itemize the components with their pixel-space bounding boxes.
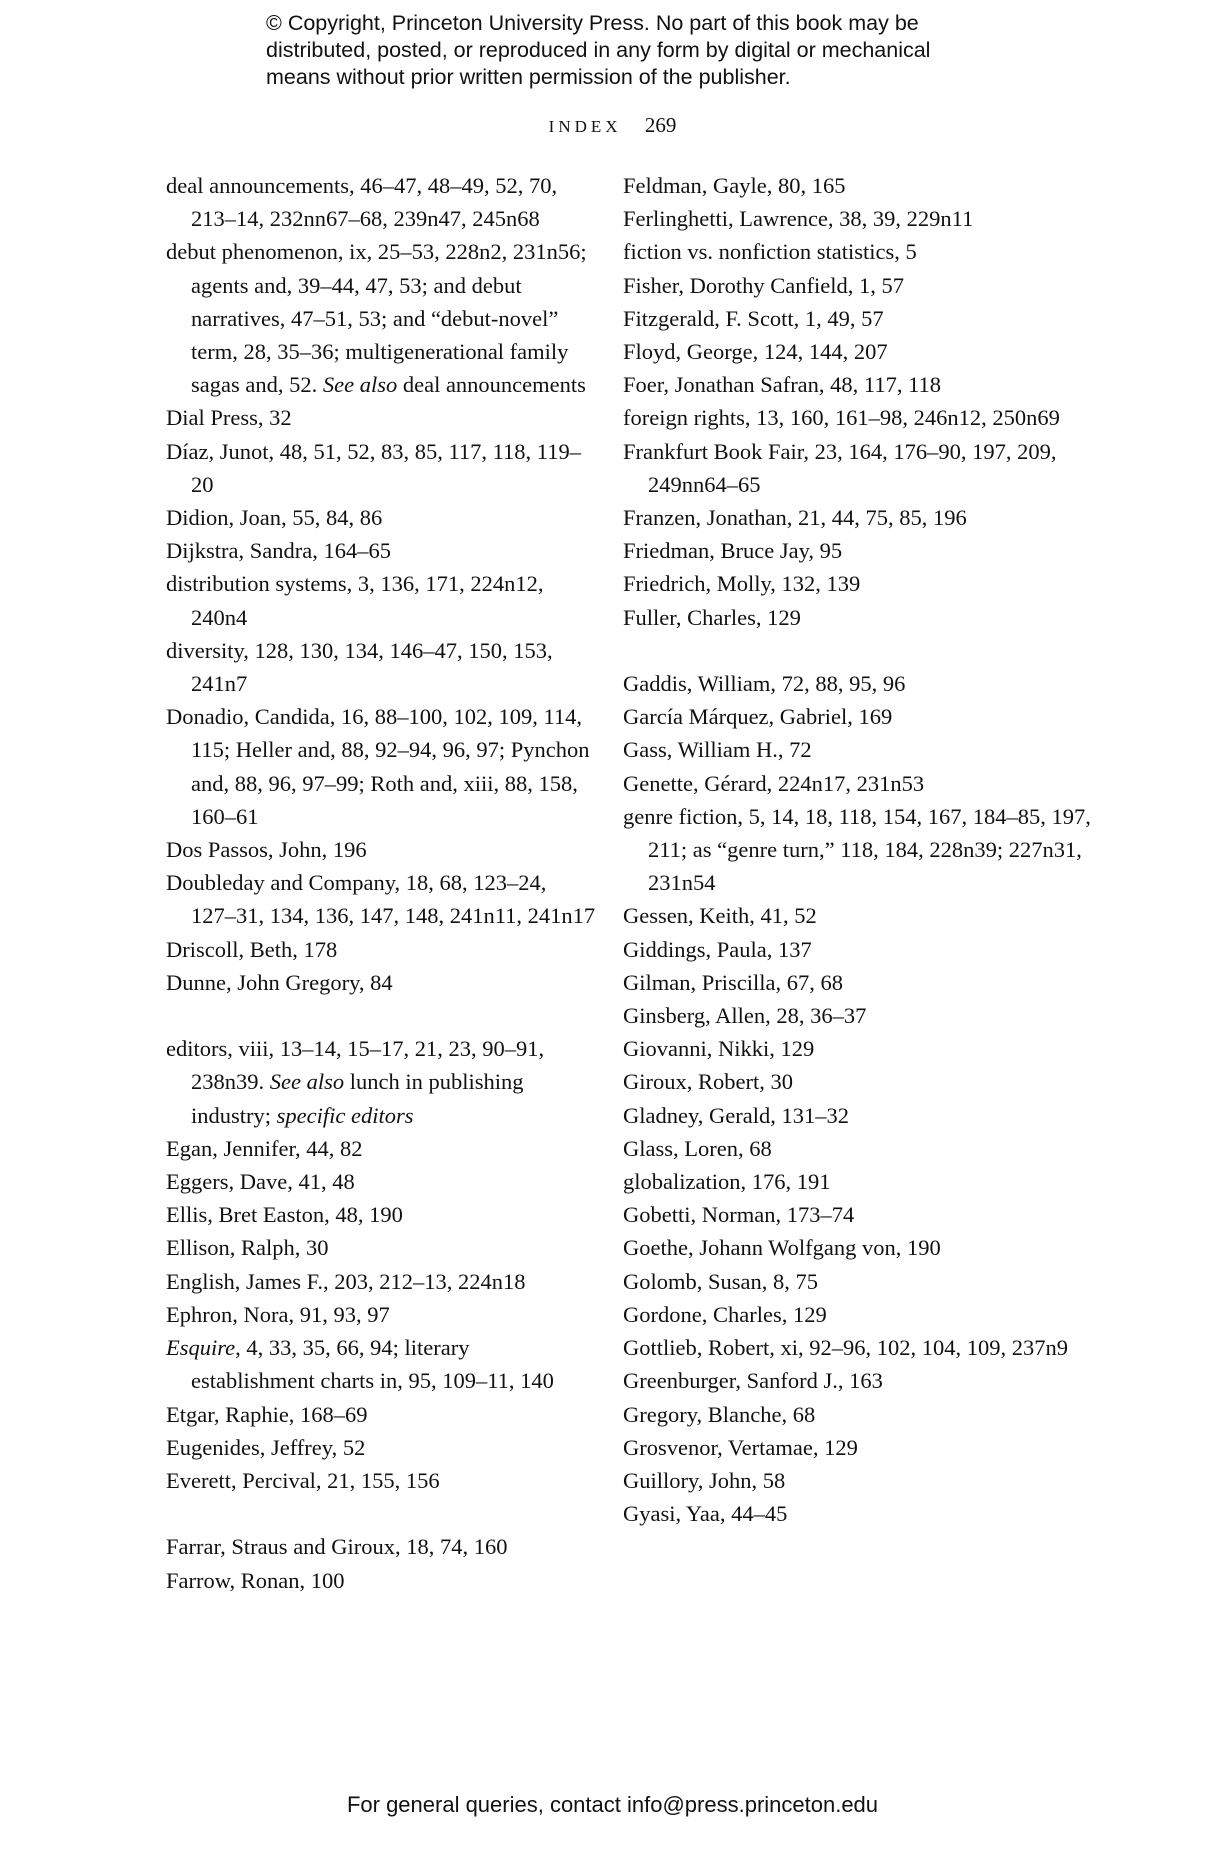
index-entry-text: Gobetti, Norman, 173–74 [623,1202,855,1228]
index-entry [166,1431,596,1464]
index-entry-text: Fuller, Charles, 129 [623,604,801,630]
index-entry-text: Goethe, Johann Wolfgang von, 190 [623,1235,941,1261]
index-entry [166,567,596,633]
index-entry [166,1331,596,1397]
index-entry [166,501,596,534]
index-entry [166,1265,596,1298]
index-entry [166,435,596,501]
index-entry [166,634,596,700]
index-entry-text: Giddings, Paula, 137 [623,936,812,962]
index-entry-text: Fisher, Dorothy Canfield, 1, 57 [623,272,904,298]
footer-contact: For general queries, contact info@press.princeton.edu [346,1792,879,1817]
index-entry [166,866,596,932]
index-entry-text: Dos Passos, John, 196 [166,837,367,863]
index-entry-text: foreign rights, 13, 160, 161–98, 246n12, 250n69 [623,405,1060,431]
index-entry-text: Gilman, Priscilla, 67, 68 [623,969,843,995]
index-entry-text: Greenburger, Sanford J., 163 [623,1368,883,1394]
index-entry [623,1165,1123,1198]
index-entry [166,1530,596,1563]
index-entry-text: Franzen, Jonathan, 21, 44, 75, 85, 196 [623,505,967,531]
index-entry [623,235,1123,268]
index-entry-text: Eggers, Dave, 41, 48 [166,1169,355,1195]
index-entry [623,1398,1123,1431]
index-entry-text: Fitzgerald, F. Scott, 1, 49, 57 [623,305,884,331]
index-entry-text: Friedrich, Molly, 132, 139 [623,571,861,597]
page-number: 269 [644,113,677,137]
index-entry-text: Gregory, Blanche, 68 [623,1401,816,1427]
index-entry-text: Guillory, John, 58 [623,1467,786,1493]
letter-group-gap [166,999,596,1032]
copyright-line: means without prior written permission of the publisher. [266,65,791,89]
index-entry [166,401,596,434]
index-entry-text: Floyd, George, 124, 144, 207 [623,339,888,365]
index-entry-text: Driscoll, Beth, 178 [166,936,338,962]
index-entry-text: Farrar, Straus and Giroux, 18, 74, 160 [166,1534,508,1560]
index-entry-text: Doubleday and Company, 18, 68, 123–24, 127–31, 134, 136, 147, 148, 241n11, 241n17 [166,870,596,929]
index-entry-text: Ellison, Ralph, 30 [166,1235,329,1261]
index-entry [166,1198,596,1231]
index-entry [623,1231,1123,1264]
index-entry [623,1198,1123,1231]
index-entry [623,700,1123,733]
index-entry [623,1431,1123,1464]
letter-group-gap [166,1497,596,1530]
index-entry [623,302,1123,335]
index-entry-text: diversity, 128, 130, 134, 146–47, 150, 153, 241n7 [166,637,553,697]
index-entry-text: Grosvenor, Vertamae, 129 [623,1434,858,1460]
index-entry [166,933,596,966]
index-entry [623,1032,1123,1065]
index-entry-text: Gottlieb, Robert, xi, 92–96, 102, 104, 109, 237n9 [623,1335,1068,1361]
index-column-right [623,169,1123,1530]
index-entry [623,435,1123,501]
index-entry [166,1132,596,1165]
index-entry [623,1298,1123,1331]
index-entry [166,169,596,235]
index-entry [623,567,1123,600]
index-entry-text: Friedman, Bruce Jay, 95 [623,538,843,564]
index-entry-italic: Esquire [166,1335,236,1361]
index-entry [623,767,1123,800]
index-entry-text: Ginsberg, Allen, 28, 36–37 [623,1003,867,1029]
index-column-left [166,169,596,1597]
index-entry [623,1099,1123,1132]
index-entry [623,966,1123,999]
index-entry [166,700,596,833]
index-entry-text: deal announcements [397,372,586,398]
index-entry-text: Giovanni, Nikki, 129 [623,1036,815,1062]
index-entry-italic: See also [322,372,398,398]
index-entry-text: distribution systems, 3, 136, 171, 224n12, 240n4 [166,571,544,630]
index-entry-text: Foer, Jonathan Safran, 48, 117, 118 [623,372,941,398]
index-entry [623,933,1123,966]
index-entry [623,1464,1123,1497]
index-entry [623,601,1123,634]
index-entry-text: Díaz, Junot, 48, 51, 52, 83, 85, 117, 118, 119–20 [166,438,581,497]
running-head [0,113,1225,138]
index-entry [166,534,596,567]
index-entry-text: deal announcements, 46–47, 48–49, 52, 70, 213–14, 232nn67–68, 239n47, 245n68 [166,173,558,232]
index-entry [623,501,1123,534]
index-entry-text: Egan, Jennifer, 44, 82 [166,1135,363,1161]
copyright-line: distributed, posted, or reproduced in any form by digital or mechanical [266,38,931,62]
index-entry [166,833,596,866]
index-entry [623,733,1123,766]
index-entry-italic: See also [269,1069,345,1095]
index-entry [623,1331,1123,1364]
index-entry-text: Ephron, Nora, 91, 93, 97 [166,1301,390,1327]
index-entry-text: Ferlinghetti, Lawrence, 38, 39, 229n11 [623,206,974,232]
index-entry-text: Feldman, Gayle, 80, 165 [623,173,846,198]
index-entry-text: Gladney, Gerald, 131–32 [623,1102,849,1128]
index-entry-text: Gass, William H., 72 [623,737,812,763]
index-entry-text: fiction vs. nonfiction statistics, 5 [623,239,917,265]
index-entry-text: Glass, Loren, 68 [623,1135,772,1161]
index-entry [166,1165,596,1198]
index-entry-text: Gyasi, Yaa, 44–45 [623,1501,788,1527]
index-entry [623,1364,1123,1397]
index-entry-text: Dijkstra, Sandra, 164–65 [166,538,391,564]
index-entry-text: lunch in publishing industry; [191,1069,524,1128]
index-entry-text: Gordone, Charles, 129 [623,1301,827,1327]
index-entry-text: debut phenomenon, ix, 25–53, 228n2, 231n56; agents and, 39–44, 47, 53; and debut narratives, 47–51, 53; and “debut-novel” term, 28, 35–36; multigenerational family sagas and, 52. [166,239,587,398]
index-entry [623,368,1123,401]
index-entry [623,999,1123,1032]
index-entry-text: Gessen, Keith, 41, 52 [623,903,817,929]
index-entry [623,667,1123,700]
index-entry [166,966,596,999]
index-entry [623,269,1123,302]
running-head-label: INDEX [548,117,622,136]
index-entry-text: Donadio, Candida, 16, 88–100, 102, 109, 114, 115; Heller and, 88, 92–94, 96, 97; Pynchon and, 88, 96, 97–99; Roth and, xiii, 88, 158, 160–61 [166,704,590,829]
index-entry-text: García Márquez, Gabriel, 169 [623,704,893,730]
index-entry-text: Golomb, Susan, 8, 75 [623,1268,819,1294]
index-entry [623,899,1123,932]
copyright-line: © Copyright, Princeton University Press. No part of this book may be [266,11,919,35]
index-entry-text: Dial Press, 32 [166,405,292,431]
index-entry-italic: specific editors [276,1102,414,1128]
index-entry-text: Ellis, Bret Easton, 48, 190 [166,1202,403,1228]
index-entry [166,1231,596,1264]
index-entry [623,202,1123,235]
index-entry-text: Eugenides, Jeffrey, 52 [166,1434,366,1460]
index-entry [166,1464,596,1497]
index-entry-text: Giroux, Robert, 30 [623,1069,793,1095]
index-entry [623,1497,1123,1530]
index-entry-text: Gaddis, William, 72, 88, 95, 96 [623,671,906,697]
index-entry-text: Everett, Percival, 21, 155, 156 [166,1467,440,1493]
letter-group-gap [623,634,1123,667]
index-entry-text: Genette, Gérard, 224n17, 231n53 [623,770,925,796]
copyright-notice [266,10,1026,91]
index-entry [166,235,596,401]
index-entry [623,1132,1123,1165]
index-entry-text: Dunne, John Gregory, 84 [166,969,393,995]
index-entry-text: editors, viii, 13–14, 15–17, 21, 23, 90–91, 238n39. [166,1036,545,1095]
index-entry-text: English, James F., 203, 212–13, 224n18 [166,1268,526,1294]
index-entry-text: globalization, 176, 191 [623,1169,831,1195]
index-entry-text: Didion, Joan, 55, 84, 86 [166,505,383,531]
index-entry [623,1265,1123,1298]
index-entry-text: , 4, 33, 35, 66, 94; literary establishment charts in, 95, 109–11, 140 [191,1335,554,1394]
index-entry [166,1298,596,1331]
index-entry [166,1398,596,1431]
index-entry-text: Frankfurt Book Fair, 23, 164, 176–90, 197, 209, 249nn64–65 [623,438,1057,497]
index-entry [166,1032,596,1132]
index-entry [623,169,1123,202]
index-entry-text: Etgar, Raphie, 168–69 [166,1401,368,1427]
index-entry [623,800,1123,900]
index-entry-text: Farrow, Ronan, 100 [166,1567,345,1593]
index-entry [623,1065,1123,1098]
index-entry [623,534,1123,567]
index-entry [166,1564,596,1597]
index-entry-text: genre fiction, 5, 14, 18, 118, 154, 167, 184–85, 197, 211; as “genre turn,” 118, 184, 228n39; 227n31, 231n54 [623,803,1091,896]
index-entry [623,335,1123,368]
index-entry [623,401,1123,434]
